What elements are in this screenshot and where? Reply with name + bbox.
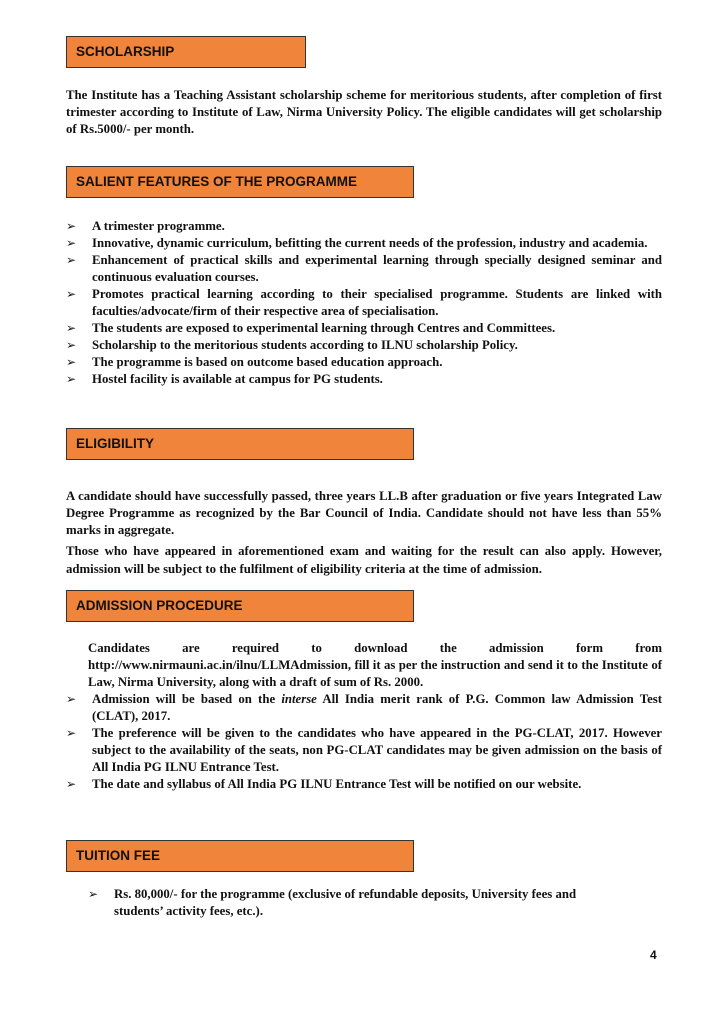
- list-item: ➢ Admission will be based on the interse All India merit rank of P.G. Common law Admission Test (CLAT), 2017.: [66, 692, 662, 723]
- arrow-bullet-icon: ➢: [66, 355, 77, 369]
- eligibility-text: A candidate should have successfully passed, three years LL.B after graduation or five years Integrated Law Degree Programme as recognized by the Bar Council of India. Candidate should not have less than 55% marks in aggregate.: [66, 489, 662, 537]
- arrow-bullet-icon: ➢: [66, 236, 77, 250]
- list-item: ➢ Enhancement of practical skills and experimental learning through specially designed seminar and continuous evaluation courses.: [66, 253, 662, 284]
- tuition-fee-list: [88, 886, 628, 920]
- list-item: ➢ A trimester programme.: [66, 219, 225, 233]
- tuition-fee-heading: TUITION FEE: [66, 840, 414, 872]
- arrow-bullet-icon: ➢: [66, 219, 77, 233]
- salient-features-heading: SALIENT FEATURES OF THE PROGRAMME: [66, 166, 414, 198]
- arrow-bullet-icon: ➢: [66, 726, 77, 740]
- scholarship-heading: SCHOLARSHIP: [66, 36, 306, 68]
- list-item: ➢ The students are exposed to experimental learning through Centres and Committees.: [66, 321, 556, 335]
- admission-procedure-heading: ADMISSION PROCEDURE: [66, 590, 414, 622]
- list-item: ➢ Promotes practical learning according to their specialised programme. Students are linked with faculties/advocate/firm of their respective area of specialisation.: [66, 287, 662, 318]
- arrow-bullet-icon: ➢: [66, 287, 77, 301]
- list-item: ➢ The date and syllabus of All India PG ILNU Entrance Test will be notified on our website.: [66, 777, 582, 791]
- arrow-bullet-icon: ➢: [66, 321, 77, 335]
- list-item: ➢ Hostel facility is available at campus for PG students.: [66, 372, 383, 386]
- list-item: ➢ Innovative, dynamic curriculum, befitting the current needs of the profession, industry and academia.: [66, 236, 648, 250]
- eligibility-note: Those who have appeared in aforementioned exam and waiting for the result can also apply. However, admission will be subject to the fulfilment of eligibility criteria at the time of admission.: [66, 544, 662, 576]
- salient-features-list: [66, 218, 662, 388]
- page-number: 4: [650, 948, 657, 962]
- list-item: ➢ The programme is based on outcome based education approach.: [66, 355, 443, 369]
- arrow-bullet-icon: ➢: [66, 777, 77, 791]
- admission-list: [66, 691, 662, 793]
- eligibility-heading: ELIGIBILITY: [66, 428, 414, 460]
- arrow-bullet-icon: ➢: [66, 692, 77, 706]
- list-item: ➢ Scholarship to the meritorious students according to ILNU scholarship Policy.: [66, 338, 518, 352]
- arrow-bullet-icon: ➢: [88, 887, 99, 901]
- arrow-bullet-icon: ➢: [66, 372, 77, 386]
- scholarship-text: The Institute has a Teaching Assistant scholarship scheme for meritorious students, after completion of first trimester according to Institute of Law, Nirma University Policy. The eligible candidates will get scholarship of Rs.5000/- per month.: [66, 88, 662, 136]
- list-item: ➢ Rs. 80,000/- for the programme (exclusive of refundable deposits, University fees and students’ activity fees, etc.).: [88, 887, 577, 918]
- list-item: ➢ The preference will be given to the candidates who have appeared in the PG-CLAT, 2017. However subject to the availability of the seats, non PG-CLAT candidates may be given admission on the basis of All India PG ILNU Entrance Test.: [66, 726, 662, 774]
- interse-italic: interse: [281, 692, 317, 706]
- arrow-bullet-icon: ➢: [66, 253, 77, 267]
- arrow-bullet-icon: ➢: [66, 338, 77, 352]
- admission-intro: Candidates are required to download the admission form from http://www.nirmauni.ac.in/ilnu/LLMAdmission, fill it as per the instruction and send it to the Institute of Law, Nirma University, along with a draft of sum of Rs. 2000.: [88, 641, 662, 689]
